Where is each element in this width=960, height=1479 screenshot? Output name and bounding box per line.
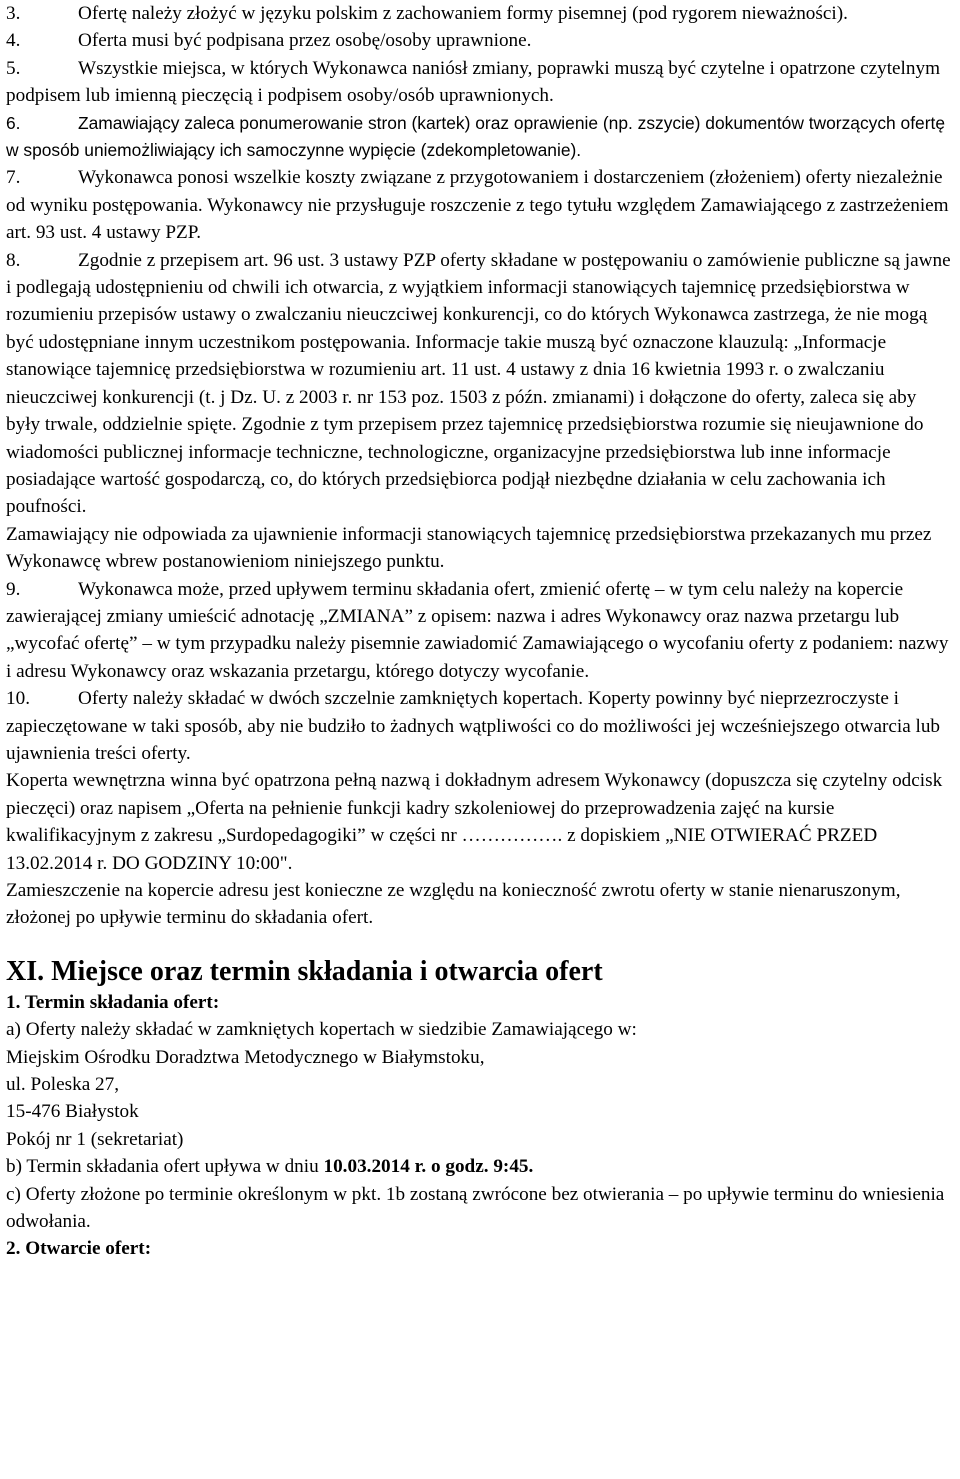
point-b-text: b) Termin składania ofert upływa w dniu xyxy=(6,1156,324,1178)
item-number: 3. xyxy=(6,3,21,24)
address-line-3: 15-476 Białystok xyxy=(6,1101,139,1123)
item-text: Wykonawca może, przed upływem terminu składania ofert, zmienić ofertę – w tym celu należy na kopercie zawierającej zmiany umieścić adnotację „ZMIANA” z opisem: nazwa i adres Wykonawcy oraz nazwa przetargu lub „wycofać ofertę” – w tym przypadku należy pisemnie zawiadomić Zamawiającego o wycofaniu oferty z podaniem: nazwy i adresu Wykonawcy oraz wskazania przetargu, którego dotyczy wycofanie. xyxy=(6,578,949,682)
list-item-4 xyxy=(6,27,952,54)
list-item-8 xyxy=(6,247,952,521)
list-item-6 xyxy=(6,110,952,165)
item-text: Oferty należy składać w dwóch szczelnie zamkniętych kopertach. Koperty powinny być nieprzezroczyste i zapieczętowane w taki sposób, aby nie budziło to żadnych wątpliwości co do możliwości jej wcześniejszego otwarcia lub ujawnienia treści oferty. xyxy=(6,688,941,764)
list-item-7 xyxy=(6,164,952,246)
item-number: 5. xyxy=(6,57,21,79)
point-c: c) Oferty złożone po terminie określonym w pkt. 1b zostaną zwrócone bez otwierania – po upływie terminu do wniesienia odwołania. xyxy=(6,1183,945,1233)
list-item-5 xyxy=(6,55,952,110)
paragraph-10-envelope: Koperta wewnętrzna winna być opatrzona pełną nazwą i dokładnym adresem Wykonawcy (dopuszcza się czytelny odcisk pieczęci) oraz napisem „Oferta na pełnienie funkcji kadry szkoleniowej do przeprowadzenia zajęć na kursie kwalifikacyjnym z zakresu „Surdopedagogiki” w części nr ……………. z dopiskiem „NIE OTWIERAĆ PRZED 13.02.2014 r. DO GODZINY 10:00". xyxy=(6,770,943,874)
item-text: Zgodnie z przepisem art. 96 ust. 3 ustawy PZP oferty składane w postępowaniu o zamówienie publiczne są jawne i podlegają udostępnieniu od chwili ich otwarcia, z wyjątkiem informacji stanowiących tajemnicę przedsiębiorstwa w rozumieniu przepisów ustawy o zwalczaniu nieuczciwej konkurencji, co do których Wykonawca zastrzega, że nie mogą być udostępniane innym uczestnikom postępowania. Informacje takie muszą być oznaczone klauzulą: „Informacje stanowiące tajemnicę przedsiębiorstwa w rozumieniu art. 11 ust. 4 ustawy z dnia 16 kwietnia 1993 r. o zwalczaniu nieuczciwej konkurencji (t. j Dz. U. z 2003 r. nr 153 poz. 1503 z późn. zmianami) i dołączone do oferty, zaleca się aby były trwale, oddzielnie spięte. Zgodnie z tym przepisem przez tajemnicę przedsiębiorstwa rozumie się nieujawnione do wiadomości publicznej informacje techniczne, technologiczne, organizacyjne przedsiębiorstwa lub inne informacje posiadające wartość gospodarczą, co, do których przedsiębiorca podjął niezbędne działania w celu zachowania ich poufności. xyxy=(6,249,951,518)
paragraph-8-continued: Zamawiający nie odpowiada za ujawnienie informacji stanowiących tajemnicę przedsiębiorstwa przekazanych mu przez Wykonawcę wbrew postanowieniom niniejszego punktu. xyxy=(6,523,932,573)
item-number: 4. xyxy=(6,30,21,52)
list-item-10 xyxy=(6,685,952,767)
item-text: Wszystkie miejsca, w których Wykonawca naniósł zmiany, poprawki muszą być czytelne i opatrzone czytelnym podpisem lub imienną pieczęcią i podpisem osoby/osób uprawnionych. xyxy=(6,57,940,107)
item-number: 6. xyxy=(6,112,21,133)
item-number: 9. xyxy=(6,578,21,600)
item-text: Ofertę należy złożyć w języku polskim z zachowaniem formy pisemnej (pod rygorem nieważności). xyxy=(78,3,848,24)
address-line-1: Miejskim Ośrodku Doradztwa Metodycznego w Białymstoku, xyxy=(6,1046,485,1068)
point-a: a) Oferty należy składać w zamkniętych kopertach w siedzibie Zamawiającego w: xyxy=(6,1019,637,1041)
point-b xyxy=(6,1153,952,1180)
item-text: Wykonawca ponosi wszelkie koszty związane z przygotowaniem i dostarczeniem (złożeniem) oferty niezależnie od wyniku postępowania. Wykonawcy nie przysługuje roszczenie z tego tytułu względem Zamawiającego z zastrzeżeniem art. 93 ust. 4 ustawy PZP. xyxy=(6,167,949,244)
section-heading: XI. Miejsce oraz termin składania i otwarcia ofert xyxy=(6,955,603,987)
deadline-date: 10.03.2014 r. o godz. 9:45. xyxy=(323,1156,534,1178)
list-item-9 xyxy=(6,576,952,686)
subheading-opening: 2. Otwarcie ofert: xyxy=(6,1238,152,1260)
subheading-deadline: 1. Termin składania ofert: xyxy=(6,991,220,1013)
item-number: 7. xyxy=(6,167,21,189)
item-text: Oferta musi być podpisana przez osobę/osoby uprawnione. xyxy=(78,30,532,52)
address-line-4: Pokój nr 1 (sekretariat) xyxy=(6,1128,184,1150)
address-line-2: ul. Poleska 27, xyxy=(6,1074,119,1096)
paragraph-10-address: Zamieszczenie na kopercie adresu jest konieczne ze względu na konieczność zwrotu oferty w stanie nienaruszonym, złożonej po upływie terminu do składania ofert. xyxy=(6,880,901,929)
item-number: 8. xyxy=(6,249,21,271)
list-item-3 xyxy=(6,0,952,27)
item-text: Zamawiający zaleca ponumerowanie stron (kartek) oraz oprawienie (np. zszycie) dokumentów tworzących ofertę w sposób uniemożliwiający ich samoczynne wypięcie (zdekompletowanie). xyxy=(6,112,946,161)
item-number: 10. xyxy=(6,688,30,710)
